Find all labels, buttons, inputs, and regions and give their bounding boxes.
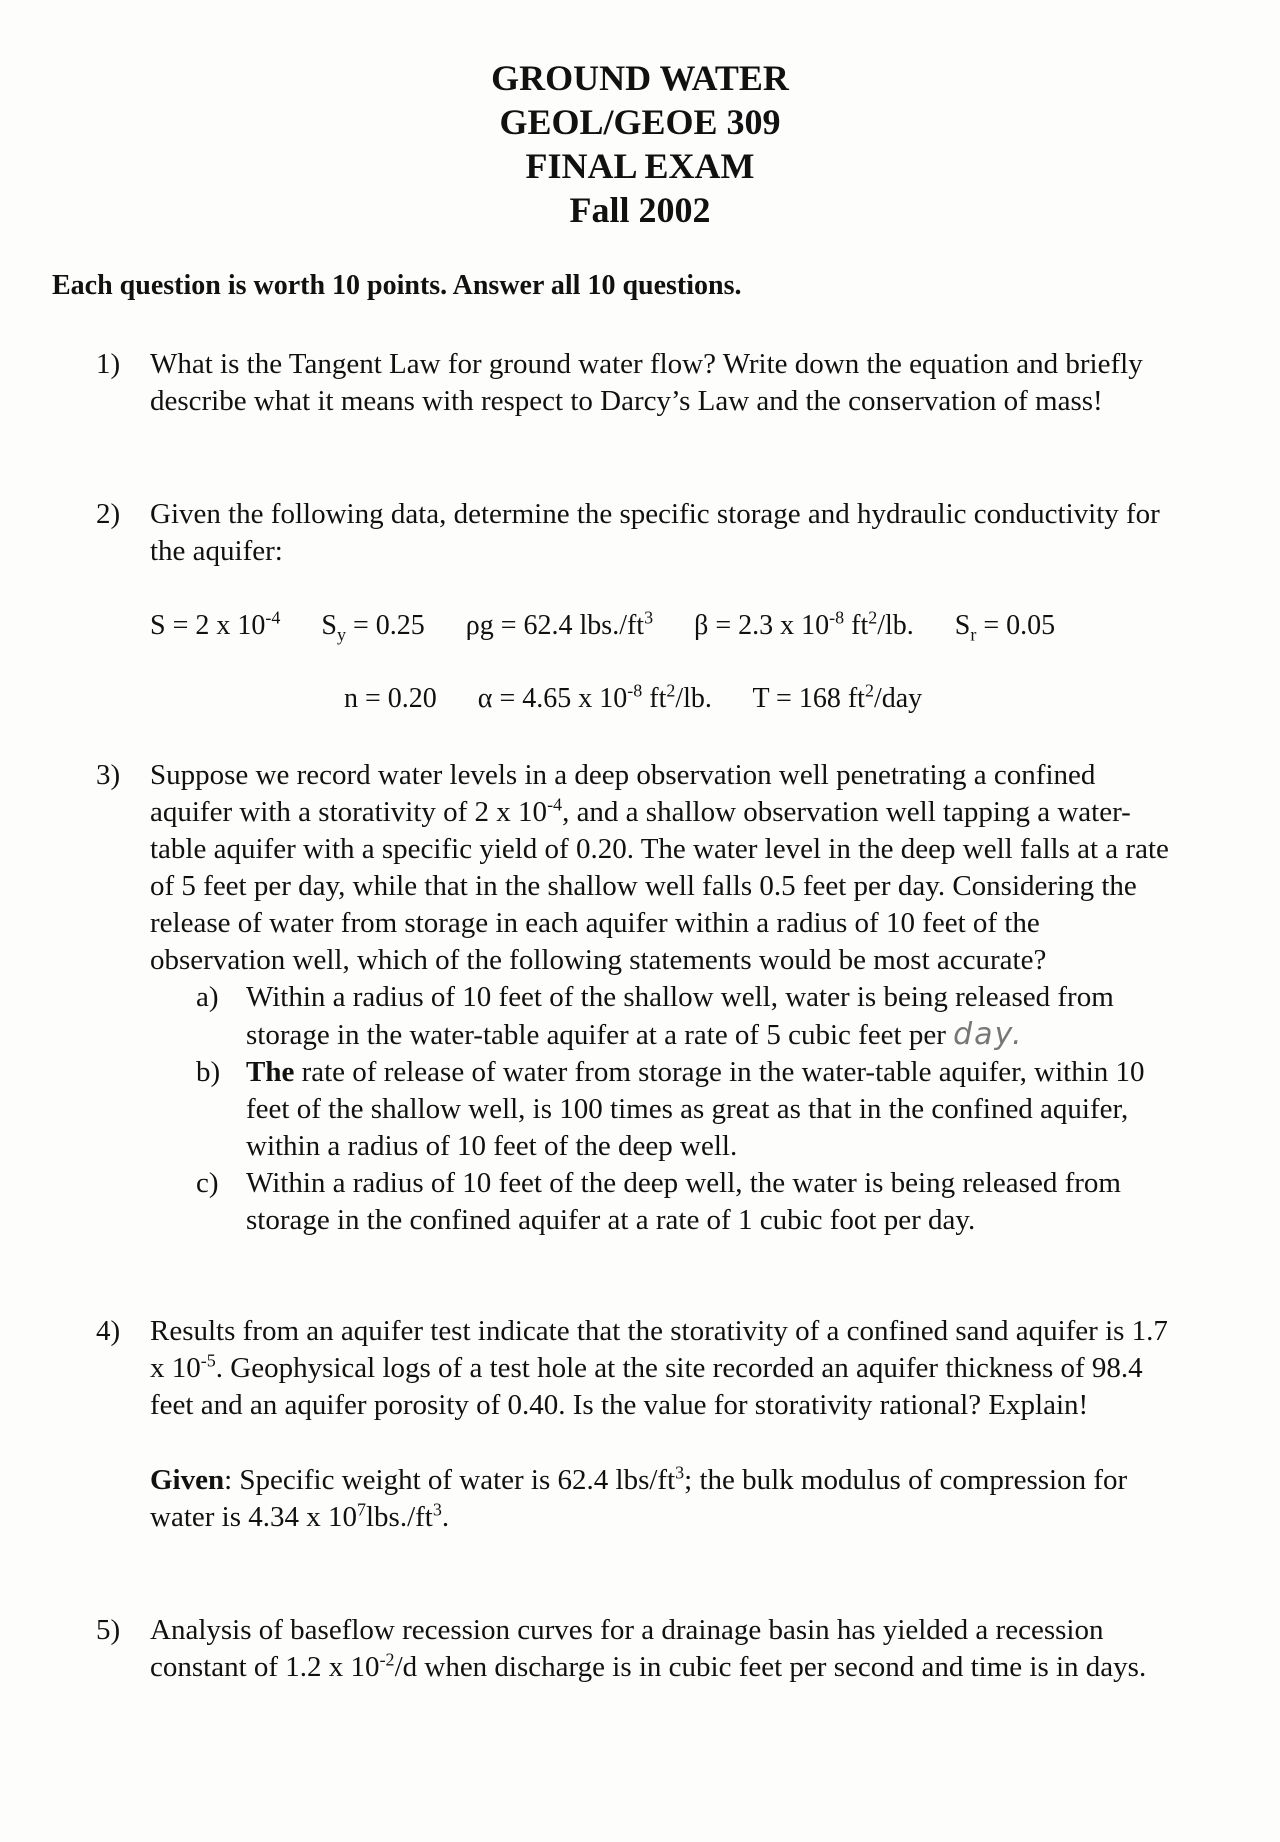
given-data-row-1 — [150, 607, 1056, 645]
question-5 — [96, 1612, 1176, 1686]
alpha-value: α = 4.65 x $10^{-8}$ $ft^2/lb$. — [477, 680, 712, 714]
storativity-value: S = 2 x $10^{-4}$ — [150, 607, 281, 641]
rho-g-value: ρg = 62.4 $lbs./ft^3$ — [465, 607, 654, 641]
question-number: 3) — [96, 759, 121, 791]
option-c: c) Within a radius of 10 feet of the deep well, the water is being released from storage in the confined aquifer at a rate of 1 cubic foot per day. — [196, 1167, 1121, 1236]
question-text: Given the following data, determine the specific storage and hydraulic conductivity for the aquifer: — [150, 498, 1160, 567]
handwritten-note: day. — [953, 1017, 1024, 1052]
question-4 — [96, 1313, 1176, 1536]
given-note: Given: Specific weight of water is 62.4 lbs/$ft^3$; the bulk modulus of compression for water is 4.34 x $10^7lbs./ft^3$. — [150, 1462, 1128, 1533]
specific-yield-value: $S_y = 0.25$ — [321, 610, 425, 645]
option-b: b) The rate of release of water from storage in the water-table aquifer, within 10 feet of the shallow well, is 100 times as great as that in the confined aquifer, within a radius of 10 feet of the deep well. — [196, 1056, 1145, 1162]
specific-retention-value: $S_r = 0.05$ — [954, 610, 1056, 645]
course-code: GEOL/GEOE 309 — [499, 102, 781, 142]
question-number: 4) — [96, 1315, 121, 1347]
exam-instructions: Each question is worth 10 points. Answer all 10 questions. — [52, 270, 742, 301]
question-number: 5) — [96, 1614, 121, 1646]
porosity-value: n = 0.20 — [344, 683, 437, 714]
exam-header — [0, 56, 1280, 232]
given-data-row-2 — [344, 680, 923, 715]
option-a: a) Within a radius of 10 feet of the shallow well, water is being released from storage in the water-table aquifer at a rate of 5 cubic feet per day. — [196, 981, 1114, 1052]
question-text: Suppose we record water levels in a deep observation well penetrating a confined aquifer with a storativity of 2 x $10^{-4}$, and a shallow observation well tapping a water-table aquifer with a specific yield of 0.20. The water level in the deep well falls at a rate of 5 feet per day, while that in the shallow well falls 0.5 feet per day. Considering the release of water from storage in each aquifer within a radius of 10 feet of the observation well, which of the following statements would be most accurate? — [150, 759, 1169, 976]
transmissivity-value: T = 168 $ft^2$/day — [752, 680, 923, 714]
question-text: Analysis of baseflow recession curves for a drainage basin has yielded a recession constant of 1.2 x $10^{-2}/d$ when discharge is in cubic feet per second and time is in days. — [150, 1614, 1147, 1683]
exam-title: FINAL EXAM — [525, 146, 755, 186]
answer-options — [196, 979, 1176, 1239]
question-number: 2) — [96, 498, 121, 530]
question-1 — [96, 346, 1176, 420]
question-text: Results from an aquifer test indicate that the storativity of a confined sand aquifer is 1.7 x $10^{-5}$. Geophysical logs of a test hole at the site recorded an aquifer thickness of 98.4 feet and an aquifer porosity of 0.40. Is the value for storativity rational? Explain! — [150, 1315, 1168, 1421]
question-number: 1) — [96, 348, 121, 380]
question-3 — [96, 757, 1176, 1239]
course-title: GROUND WATER — [491, 58, 789, 98]
beta-value: β = 2.3 x $10^{-8}$ $ft^2/lb$. — [694, 607, 914, 641]
question-text: What is the Tangent Law for ground water flow? Write down the equation and briefly describe what it means with respect to Darcy’s Law and the conservation of mass! — [150, 348, 1143, 417]
question-2 — [96, 496, 1176, 570]
exam-term: Fall 2002 — [569, 190, 711, 230]
